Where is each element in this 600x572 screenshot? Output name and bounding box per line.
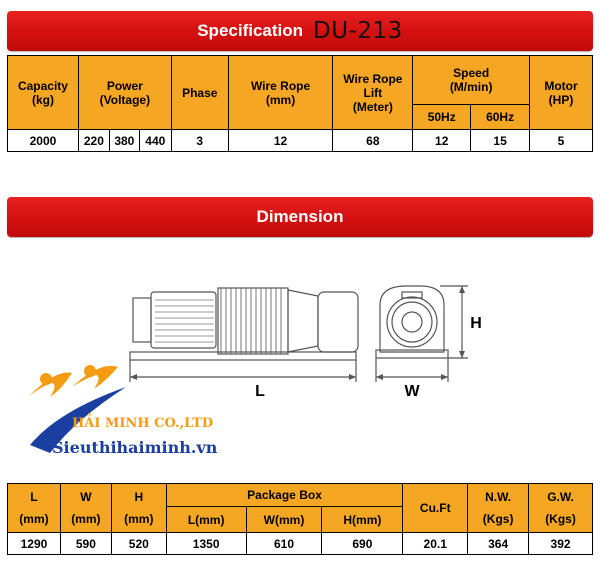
- header-w: W (mm): [60, 484, 111, 533]
- value-l: 1290: [8, 533, 61, 555]
- value-phase: 3: [171, 130, 228, 152]
- value-voltage-2: 380: [109, 130, 139, 152]
- header-package-h: H(mm): [322, 507, 403, 533]
- website-name: Sieuthihaiminh.vn: [52, 438, 218, 457]
- header-package-w: W(mm): [246, 507, 322, 533]
- value-voltage-3: 440: [139, 130, 171, 152]
- value-voltage-1: 220: [78, 130, 109, 152]
- value-package-h: 690: [322, 533, 403, 555]
- header-h: H (mm): [111, 484, 166, 533]
- value-speed-60hz: 15: [471, 130, 530, 152]
- value-speed-50hz: 12: [413, 130, 471, 152]
- header-wire-rope-lift: Wire Rope Lift (Meter): [333, 56, 413, 130]
- specification-banner: [7, 11, 593, 51]
- value-h: 520: [111, 533, 166, 555]
- header-speed: Speed (M/min): [413, 56, 530, 105]
- header-motor: Motor (HP): [530, 56, 593, 130]
- value-nw: 364: [468, 533, 529, 555]
- value-capacity: 2000: [8, 130, 79, 152]
- value-motor: 5: [530, 130, 593, 152]
- header-gw: G.W. (Kgs): [529, 484, 593, 533]
- header-nw: N.W. (Kgs): [468, 484, 529, 533]
- header-speed-60hz: 60Hz: [471, 105, 530, 130]
- value-package-w: 610: [246, 533, 322, 555]
- company-name: HẢI MINH CO.,LTD: [72, 416, 214, 431]
- label-w: W: [404, 383, 420, 400]
- motor-body: [133, 298, 151, 342]
- label-h: H: [470, 315, 482, 332]
- rope-drum: [218, 288, 288, 354]
- value-gw: 392: [529, 533, 593, 555]
- header-power: Power (Voltage): [78, 56, 171, 130]
- value-wire-rope: 12: [228, 130, 333, 152]
- hai-minh-logo: [28, 363, 238, 458]
- header-l: L (mm): [8, 484, 61, 533]
- specification-table: [7, 55, 593, 152]
- value-wire-rope-lift: 68: [333, 130, 413, 152]
- dimension-table: [7, 483, 593, 555]
- model-number: DU-213: [313, 18, 403, 44]
- header-wire-rope: Wire Rope (mm): [228, 56, 333, 130]
- header-package-l: L(mm): [166, 507, 246, 533]
- value-w: 590: [60, 533, 111, 555]
- header-speed-50hz: 50Hz: [413, 105, 471, 130]
- label-l: L: [255, 383, 265, 400]
- specification-title: Specification: [197, 21, 304, 40]
- header-capacity: Capacity (kg): [8, 56, 79, 130]
- header-phase: Phase: [171, 56, 228, 130]
- header-cu-ft: Cu.Ft: [403, 484, 468, 533]
- gearbox: [288, 290, 318, 352]
- value-cu-ft: 20.1: [403, 533, 468, 555]
- header-package-box: Package Box: [166, 484, 403, 507]
- value-package-l: 1350: [166, 533, 246, 555]
- base-frame: [130, 352, 356, 360]
- dimension-banner: [7, 197, 593, 237]
- dimension-title: Dimension: [256, 207, 344, 226]
